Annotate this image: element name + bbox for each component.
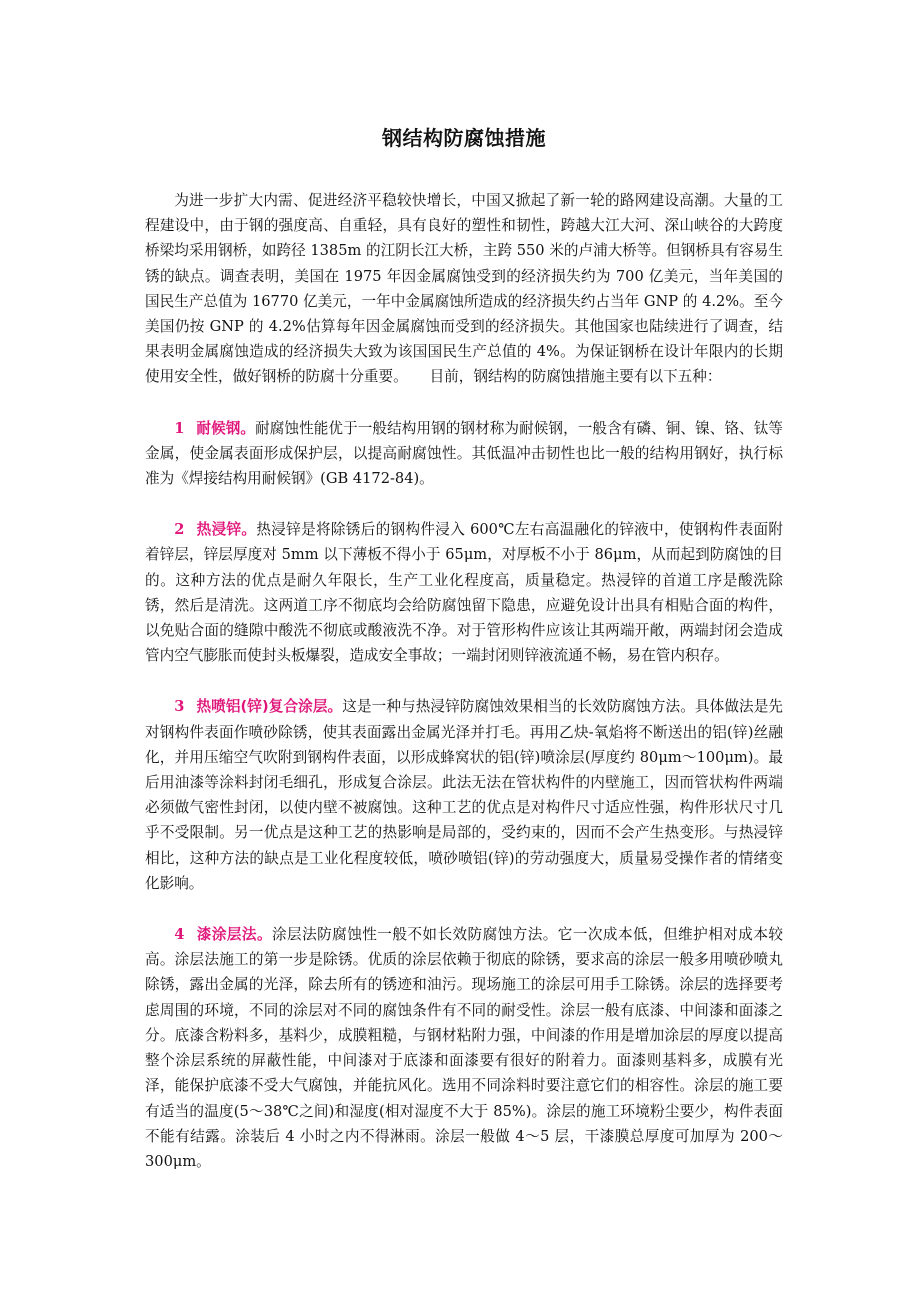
section-1 <box>145 416 783 492</box>
section-3-heading: 热喷铝(锌)复合涂层。 <box>196 698 343 716</box>
document-page <box>145 118 783 1174</box>
section-3-number: 3 <box>174 698 185 716</box>
section-3 <box>145 694 783 896</box>
section-1-heading: 耐候钢。 <box>196 419 256 437</box>
section-2-body: 热浸锌是将除锈后的钢构件浸入 600℃左右高温融化的锌液中，使钢构件表面附着锌层，锌层厚度对 5mm 以下薄板不得小于 65μm，对厚板不小于 86μm，从而起到防腐蚀的目的。这种方法的优点是耐久年限长，生产工业化程度高，质量稳定。热浸锌的首道工序是酸洗除锈，然后是清洗。这两道工序不彻底均会给防腐蚀留下隐患，应避免设计出具有相贴合面的构件，以免贴合面的缝隙中酸洗不彻底或酸液洗不净。对于管形构件应该让其两端开敞，两端封闭会造成管内空气膨胀而使封头板爆裂，造成安全事故；一端封闭则锌液流通不畅，易在管内积存。 <box>145 521 783 665</box>
section-4-heading: 漆涂层法。 <box>196 926 273 944</box>
section-1-body: 耐腐蚀性能优于一般结构用钢的钢材称为耐候钢，一般含有磷、铜、镍、铬、钛等金属，使金属表面形成保护层，以提高耐腐蚀性。其低温冲击韧性也比一般的结构用钢好，执行标准为《焊接结构用耐候钢》(GB 4172-84)。 <box>145 419 783 488</box>
section-1-number: 1 <box>174 419 185 437</box>
section-3-body: 这是一种与热浸锌防腐蚀效果相当的长效防腐蚀方法。具体做法是先对钢构件表面作喷砂除锈，使其表面露出金属光泽并打毛。再用乙炔-氧焰将不断送出的铝(锌)丝融化，并用压缩空气吹附到钢构件表面，以形成蜂窝状的铝(锌)喷涂层(厚度约 80μm～100μm)。最后用油漆等涂料封闭毛细孔，形成复合涂层。此法无法在管状构件的内壁施工，因而管状构件两端必须做气密性封闭，以使内壁不被腐蚀。这种工艺的优点是对构件尺寸适应性强，构件形状尺寸几乎不受限制。另一优点是这种工艺的热影响是局部的，受约束的，因而不会产生热变形。与热浸锌相比，这种方法的缺点是工业化程度较低，喷砂喷铝(锌)的劳动强度大，质量易受操作者的情绪变化影响。 <box>145 698 783 892</box>
intro-paragraph: 为进一步扩大内需、促进经济平稳较快增长，中国又掀起了新一轮的路网建设高潮。大量的工程建设中，由于钢的强度高、自重轻，具有良好的塑性和韧性，跨越大江大河、深山峡谷的大跨度桥梁均采用钢桥，如跨径 1385m 的江阴长江大桥，主跨 550 米的卢浦大桥等。但钢桥具有容易生锈的缺点。调查表明，美国在 1975 年因金属腐蚀受到的经济损失约为 700 亿美元，当年美国的国民生产总值为 16770 亿美元，一年中金属腐蚀所造成的经济损失约占当年 GNP 的 4.2%。至今美国仍按 GNP 的 4.2%估算每年因金属腐蚀而受到的经济损失。其他国家也陆续进行了调查，结果表明金属腐蚀造成的经济损失大致为该国国民生产总值的 4%。为保证钢桥在设计年限内的长期使用安全性，做好钢桥的防腐十分重要。 目前，钢结构的防腐蚀措施主要有以下五种： <box>145 192 783 386</box>
document-title: 钢结构防腐蚀措施 <box>382 126 546 150</box>
section-2-heading: 热浸锌。 <box>196 521 257 539</box>
section-4 <box>145 922 783 1174</box>
section-4-body: 涂层法防腐蚀性一般不如长效防腐蚀方法。它一次成本低，但维护相对成本较高。涂层法施工的第一步是除锈。优质的涂层依赖于彻底的除锈，要求高的涂层一般多用喷砂喷丸除锈，露出金属的光泽，除去所有的锈迹和油污。现场施工的涂层可用手工除锈。涂层的选择要考虑周围的环境，不同的涂层对不同的腐蚀条件有不同的耐受性。涂层一般有底漆、中间漆和面漆之分。底漆含粉料多，基料少，成膜粗糙，与钢材粘附力强，中间漆的作用是增加涂层的厚度以提高整个涂层系统的屏蔽性能，中间漆对于底漆和面漆要有很好的附着力。面漆则基料多，成膜有光泽，能保护底漆不受大气腐蚀，并能抗风化。选用不同涂料时要注意它们的相容性。涂层的施工要有适当的温度(5～38℃之间)和湿度(相对湿度不大于 85%)。涂层的施工环境粉尘要少，构件表面不能有结露。涂装后 4 小时之内不得淋雨。涂层一般做 4～5 层，干漆膜总厚度可加厚为 200～300μm。 <box>145 926 783 1170</box>
section-2 <box>145 517 783 668</box>
section-2-number: 2 <box>174 521 185 539</box>
section-4-number: 4 <box>174 926 185 944</box>
